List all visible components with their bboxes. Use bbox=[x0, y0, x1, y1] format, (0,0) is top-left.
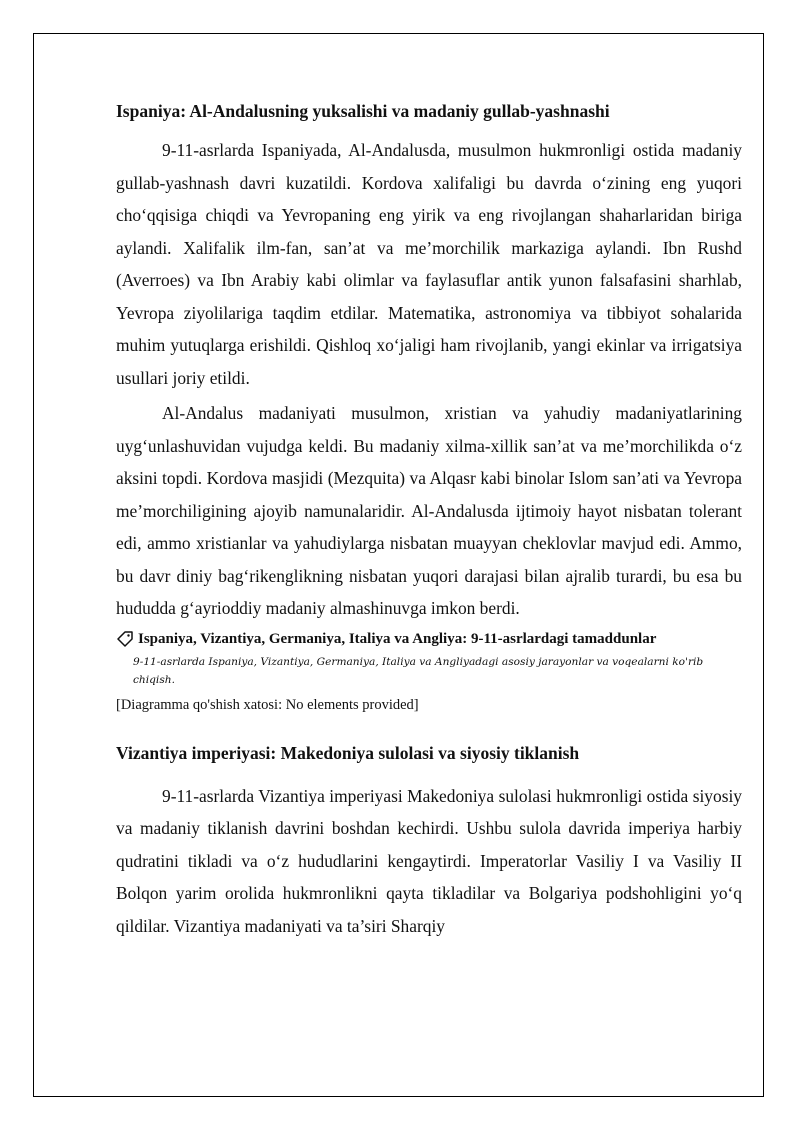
diagram-error-message: [Diagramma qo'shish xatosi: No elements provided] bbox=[116, 696, 419, 713]
tag-icon bbox=[116, 630, 134, 648]
document-content bbox=[116, 96, 742, 942]
diagram-subtitle: 9-11-asrlarda Ispaniya, Vizantiya, Germaniya, Italiya va Angliyadagi asosiy jarayonlar va voqealarni ko'rib chiqish. bbox=[133, 655, 704, 686]
section-heading-spain: Ispaniya: Al-Andalusning yuksalishi va madaniy gullab-yashnashi bbox=[116, 101, 610, 121]
paragraph-byzantium-1: 9-11-asrlarda Vizantiya imperiyasi Makedoniya sulolasi hukmronligi ostida siyosiy va madaniy tiklanish davrini boshdan kechirdi. Ushbu sulola davrida imperiya harbiy qudratini tikladi va o‘z hududlarini kengaytirdi. Imperatorlar Vasiliy I va Vasiliy II Bolqon yarim orolida hukmronlikni qayta tikladilar va Bolgariya podshohligini yo‘q qildilar. Vizantiya madaniyati va ta’siri Sharqiy bbox=[116, 785, 742, 936]
paragraph-spain-1: 9-11-asrlarda Ispaniyada, Al-Andalusda, musulmon hukmronligi ostida madaniy gullab-yashnash davri kuzatildi. Kordova xalifaligi bu davrda o‘zining eng yuqori cho‘qqisiga chiqdi va Yevropaning eng yirik va eng rivojlangan shaharlaridan biriga aylandi. Xalifalik ilm-fan, san’at va me’morchilik markaziga aylandi. Ibn Rushd (Averroes) va Ibn Arabiy kabi olimlar va faylasuflar antik yunon falsafasini sharhlab, Yevropa ziyolilariga taqdim etdilar. Matematika, astronomiya va tibbiyot sohalarida muhim yutuqlarga erishildi. Qishloq xo‘jaligi ham rivojlanib, yangi ekinlar va irrigatsiya usullari joriy etildi. bbox=[116, 140, 742, 388]
diagram-title-row bbox=[116, 629, 742, 649]
section-heading-byzantium: Vizantiya imperiyasi: Makedoniya sulolasi va siyosiy tiklanish bbox=[116, 742, 580, 763]
paragraph-spain-2: Al-Andalus madaniyati musulmon, xristian va yahudiy madaniyatlarining uyg‘unlashuvidan vujudga keldi. Bu madaniy xilma-xillik san’at va me’morchilikda o‘z aksini topdi. Kordova masjidi (Mezquita) va Alqasr kabi binolar Islom san’ati va Yevropa me’morchiligining ajoyib namunalaridir. Al-Andalusda ijtimoiy hayot nisbatan tolerant edi, ammo xristianlar va yahudiylarga nisbatan muayyan cheklovlar mavjud edi. Ammo, bu davr diniy bag‘rikenglikning nisbatan yuqori darajasi bilan ajralib turardi, bu esa bu hududda g‘ayrioddiy madaniy almashinuvga imkon berdi. bbox=[116, 403, 742, 618]
diagram-title: Ispaniya, Vizantiya, Germaniya, Italiya va Angliya: 9-11-asrlardagi tamaddunlar bbox=[138, 630, 657, 647]
diagram-block bbox=[116, 629, 742, 715]
